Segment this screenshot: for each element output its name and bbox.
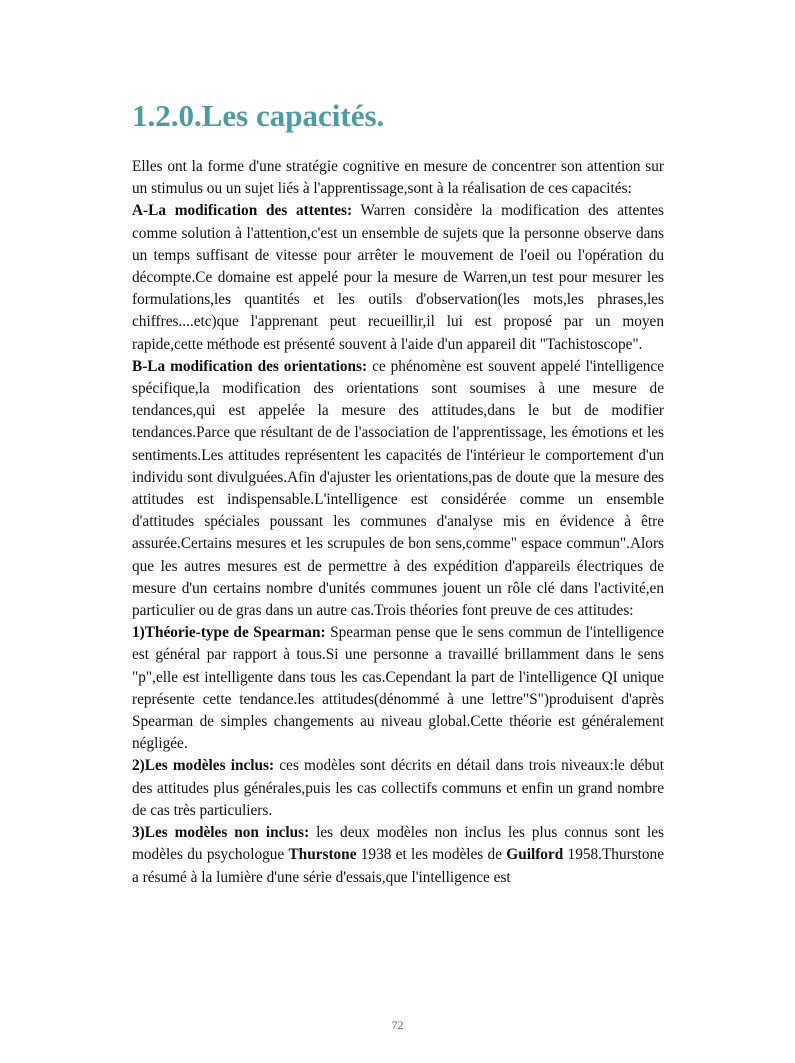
section-a-paragraph (132, 200, 664, 355)
section-b-label: B-La modification des orientations: (132, 357, 368, 375)
theory-1-label: 1)Théorie-type de Spearman: (132, 624, 326, 642)
body-text (132, 156, 664, 889)
guilford-name: Guilford (506, 846, 564, 864)
section-a-text: Warren considère la modification des attentes comme solution à l'attention,c'est un ensemble de sujets que la personne observe dans un temps suffisant de vitesse pour arrêter le mouvement de l'oeil ou l'opération du décompte.Ce domaine est appelé pour la mesure de Warren,un test pour mesurer les formulations,les quantités et les outils d'observation(les mots,les phrases,les chiffres....etc)que l'apprenant peut recueillir,il lui est proposé par un moyen rapide,cette méthode est présenté souvent à l'aide d'un appareil dit "Tachistoscope". (132, 202, 664, 353)
section-b-paragraph (132, 356, 664, 622)
theory-3-text-a: les deux modèles non inclus les plus connus sont les modèles du psychologue (132, 824, 664, 864)
theory-1-paragraph (132, 622, 664, 755)
theory-3-text-b: 1938 et les modèles de (356, 846, 507, 864)
section-a-label: A-La modification des attentes: (132, 202, 353, 220)
section-b-text: ce phénomène est souvent appelé l'intelligence spécifique,la modification des orientations sont soumises à une mesure de tendances,qui est appelée la mesure des attitudes,dans le but de modifier tendances.Parce que résultant de de l'association de l'apprentissage, les émotions et les sentiments.Les attitudes représentent les capacités de l'intérieur le comportement d'un individu sont divulguées.Afin d'ajuster les orientations,pas de doute que la mesure des attitudes est indispensable.L'intelligence est considérée comme un ensemble d'attitudes spéciales poussant les communes d'analyse mis en évidence à être assurée.Certains mesures et les scrupules de bon sens,comme" espace commun".Alors que les autres mesures est de permettre à des expédition d'appareils électriques de mesure d'un certains nombre d'unités communes jouent un rôle clé dans l'activité,en particulier ou de gras dans un autre cas.Trois théories font preuve de ces attitudes: (132, 357, 665, 620)
theory-2-label: 2)Les modèles inclus: (132, 757, 275, 775)
theory-2-text: ces modèles sont décrits en détail dans trois niveaux:le début des attitudes plus générales,puis les cas collectifs communs et enfin un grand nombre de cas très particuliers. (132, 757, 664, 819)
intro-paragraph: Elles ont la forme d'une stratégie cognitive en mesure de concentrer son attention sur un stimulus ou un sujet liés à l'apprentissage,sont à la réalisation de ces capacités: (132, 158, 664, 198)
thurstone-name: Thurstone (288, 846, 357, 864)
theory-3-text-c: 1958.Thurstone a résumé à la lumière d'une série d'essais,que l'intelligence est (132, 846, 664, 886)
theory-3-label: 3)Les modèles non inclus: (132, 824, 310, 842)
theory-1-text: Spearman pense que le sens commun de l'intelligence est général par rapport à tous.Si une personne a travaillé brillamment dans le sens "p",elle est intelligente dans tous les cas.Cependant la part de l'intelligence QI unique représente cette tendance.les attitudes(dénommé à une lettre"S")produisent d'après Spearman de simples changements au niveau global.Cette théorie est généralement négligée. (132, 624, 664, 753)
theory-3-paragraph (132, 822, 664, 889)
theory-2-paragraph (132, 755, 664, 822)
page-number: 72 (391, 1018, 404, 1032)
section-heading: 1.2.0.Les capacités. (132, 98, 385, 133)
